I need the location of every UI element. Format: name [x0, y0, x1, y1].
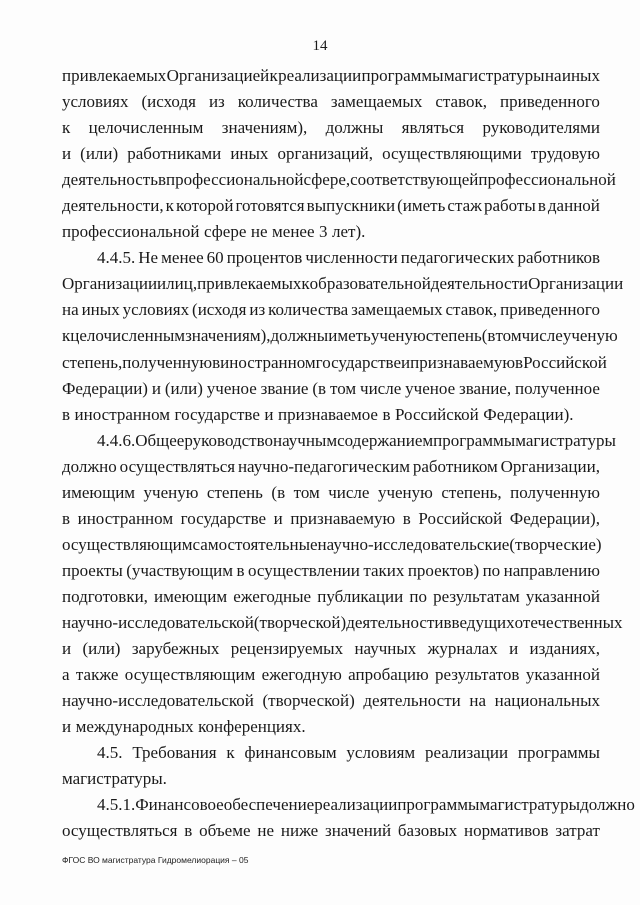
word: магистратуры — [515, 430, 616, 450]
word: том — [329, 378, 357, 398]
word: том — [495, 326, 522, 346]
word: самостоятельные — [192, 534, 318, 554]
word: сфере — [204, 222, 247, 242]
word: Российской — [395, 404, 479, 424]
word: менее — [161, 248, 204, 268]
word: профессиональной — [62, 222, 200, 242]
text-line — [62, 740, 600, 766]
word: и — [62, 717, 72, 737]
word: проекты — [62, 560, 123, 580]
word: осуществляющим — [62, 534, 193, 554]
word: иностранном — [220, 352, 316, 372]
word: Федерации). — [483, 404, 574, 424]
word: профессиональной — [166, 170, 304, 190]
text-line — [62, 766, 600, 792]
text-line — [62, 636, 600, 662]
word: на — [62, 300, 79, 320]
word: научно-исследовательской — [62, 612, 254, 632]
word: проектов) — [407, 560, 480, 580]
word: реализации — [278, 66, 362, 85]
word: научно-исследовательские — [317, 534, 510, 554]
word: к — [269, 66, 278, 85]
word: Российской — [418, 508, 503, 528]
word: в — [62, 404, 71, 424]
word: работы — [483, 196, 536, 216]
word: магистратуры. — [62, 769, 167, 789]
word: не — [257, 821, 275, 841]
word: к — [226, 743, 235, 763]
word: степень, — [441, 482, 502, 502]
word: числе — [360, 378, 402, 398]
word: в — [443, 612, 452, 632]
text-line — [62, 558, 600, 584]
word: том — [293, 482, 320, 502]
word: Организацией — [166, 66, 270, 85]
word: степень, — [62, 352, 123, 372]
word: привлекаемых — [197, 274, 302, 294]
word: организаций, — [277, 144, 374, 164]
word: ученую — [562, 326, 618, 346]
text-line — [62, 818, 600, 844]
word: и — [273, 508, 283, 528]
word: должно — [62, 456, 117, 476]
text-line — [62, 688, 600, 714]
word: звание, — [459, 378, 512, 398]
word: (или) — [82, 639, 121, 659]
word: также — [75, 665, 119, 685]
word: осуществляющим — [124, 665, 256, 685]
word: степень — [206, 482, 263, 502]
word: иных — [561, 66, 600, 85]
word: деятельность — [62, 170, 158, 190]
word: государстве — [180, 508, 267, 528]
word: программы — [517, 743, 600, 763]
word: численности — [305, 248, 398, 268]
text-line — [62, 323, 618, 349]
word: результатам — [433, 586, 520, 606]
word: таких — [363, 560, 405, 580]
word: полученную — [510, 482, 600, 502]
text-line — [62, 662, 600, 688]
text-line — [62, 792, 635, 818]
word: в — [537, 196, 546, 216]
text-line — [62, 506, 600, 532]
word: педагогических — [400, 248, 515, 268]
word: работников — [517, 248, 600, 268]
word: к — [62, 326, 71, 346]
word: 4.4.6. — [97, 430, 136, 450]
text-line — [62, 480, 600, 506]
word: полученное — [515, 378, 600, 398]
word: ежегодную — [261, 665, 342, 685]
text-line — [62, 714, 600, 740]
word: в — [212, 352, 221, 372]
word: на — [544, 66, 562, 85]
word: иностранном — [77, 508, 174, 528]
word: обеспечение — [223, 795, 315, 815]
word: в — [515, 352, 524, 372]
word: изданиях, — [529, 639, 600, 659]
word: Не — [138, 248, 159, 268]
word: 4.4.5. — [97, 248, 136, 268]
word: и — [509, 639, 519, 659]
page-number: 14 — [312, 38, 328, 54]
word: (в — [312, 378, 327, 398]
word: значениям), — [185, 326, 271, 346]
word: ученую — [143, 482, 199, 502]
word: ученое — [405, 378, 456, 398]
text-line — [62, 89, 600, 115]
word: Финансовое — [135, 795, 224, 815]
word: признаваемое — [278, 404, 378, 424]
word: условиям — [346, 743, 416, 763]
word: 60 — [206, 248, 224, 268]
word: 3 — [319, 222, 328, 242]
word: целочисленным — [88, 118, 204, 138]
word: (творческие) — [509, 534, 602, 554]
word: замещаемых — [351, 300, 443, 320]
text-line — [62, 63, 600, 89]
word: условиях — [62, 92, 129, 112]
text-line — [62, 376, 600, 402]
word: программы — [397, 795, 480, 815]
word: магистратуры — [479, 795, 581, 815]
word: деятельности — [430, 274, 529, 294]
word: Федерации) — [62, 378, 148, 398]
word: ученую — [377, 482, 433, 502]
word: по — [409, 586, 427, 606]
text-line — [62, 141, 600, 167]
word: процентов — [226, 248, 303, 268]
word: иных — [81, 300, 120, 320]
word: результатов — [435, 665, 520, 685]
word: зарубежных — [131, 639, 220, 659]
word: звание — [260, 378, 309, 398]
word: выпускники — [306, 196, 396, 216]
word: Организации, — [500, 456, 600, 476]
word: имеющим — [154, 586, 228, 606]
word: (исходя — [192, 300, 247, 320]
word: менее — [272, 222, 315, 242]
word: деятельности, — [62, 196, 164, 216]
word: ученую — [370, 326, 426, 346]
word: привлекаемых — [62, 66, 167, 85]
word: трудовую — [530, 144, 600, 164]
word: из — [249, 300, 266, 320]
word: имеющим — [62, 482, 136, 502]
word: числе — [521, 326, 563, 346]
word: образовательной — [309, 274, 431, 294]
text-line — [62, 454, 600, 480]
word: осуществляться — [119, 456, 236, 476]
word: которой — [175, 196, 234, 216]
word: к — [165, 196, 174, 216]
word: должны — [325, 118, 384, 138]
word: в — [402, 508, 411, 528]
word: осуществляться — [62, 821, 178, 841]
word: отечественных — [514, 612, 623, 632]
text-line — [62, 350, 607, 376]
word: иных — [230, 144, 269, 164]
word: степень — [425, 326, 482, 346]
word: числе — [328, 482, 370, 502]
text-line — [62, 532, 600, 558]
word: по — [482, 560, 501, 580]
document-footer: ФГОС ВО магистратура Гидромелиорация – 05 — [62, 855, 249, 865]
word: и — [151, 378, 161, 398]
word: национальных — [494, 691, 600, 711]
word: деятельности — [363, 691, 461, 711]
word: к — [62, 118, 71, 138]
word: значениям), — [221, 118, 308, 138]
word: (иметь — [397, 196, 446, 216]
word: публикации — [317, 586, 404, 606]
word: конференциях. — [198, 717, 306, 737]
text-line — [62, 428, 616, 454]
word: в — [236, 560, 245, 580]
word: реализации — [424, 743, 509, 763]
word: рецензируемых — [230, 639, 344, 659]
word: являться — [401, 118, 465, 138]
word: содержанием — [337, 430, 434, 450]
word: должно — [580, 795, 635, 815]
word: реализации — [314, 795, 398, 815]
word: ведущих — [451, 612, 515, 632]
word: должны — [270, 326, 329, 346]
word: 4.5. — [97, 743, 123, 763]
text-line — [62, 167, 616, 193]
word: журналах — [427, 639, 498, 659]
word: государстве — [315, 352, 402, 372]
word: ученое — [206, 378, 257, 398]
word: Российской — [523, 352, 607, 372]
word: (исходя — [141, 92, 196, 112]
text-line — [62, 297, 600, 323]
word: данной — [547, 196, 600, 216]
word: и — [264, 404, 274, 424]
text-line — [62, 193, 600, 219]
text-line — [62, 402, 600, 428]
word: иностранном — [74, 404, 171, 424]
word: программы — [433, 430, 516, 450]
word: количества — [268, 300, 349, 320]
word: признаваемую — [410, 352, 516, 372]
word: работниками — [127, 144, 222, 164]
word: профессиональной — [478, 170, 616, 190]
word: 4.5.1. — [97, 795, 136, 815]
word: научным — [273, 430, 338, 450]
word: в — [184, 821, 193, 841]
text-line — [62, 245, 600, 271]
word: ежегодные — [233, 586, 312, 606]
word: ставок, — [435, 92, 488, 112]
word: лиц, — [166, 274, 198, 294]
word: осуществляющими — [382, 144, 522, 164]
word: стаж — [447, 196, 482, 216]
word: подготовки, — [62, 586, 148, 606]
word: Общее — [135, 430, 185, 450]
word: (в — [481, 326, 496, 346]
word: и — [401, 352, 411, 372]
text-line — [62, 271, 624, 297]
word: в — [62, 508, 71, 528]
word: магистратуры — [443, 66, 545, 85]
word: Организации — [528, 274, 624, 294]
word: объеме — [199, 821, 251, 841]
word: на — [469, 691, 486, 711]
word: приведенного — [500, 300, 600, 320]
word: сфере, — [303, 170, 351, 190]
word: значений — [324, 821, 392, 841]
word: замещаемых — [330, 92, 423, 112]
word: (участвующим — [126, 560, 234, 580]
word: соответствующей — [350, 170, 479, 190]
word: затрат — [555, 821, 600, 841]
text-line — [62, 219, 600, 245]
word: (или) — [80, 144, 119, 164]
word: руководителями — [482, 118, 600, 138]
word: ниже — [280, 821, 319, 841]
word: базовых — [397, 821, 458, 841]
word: осуществлении — [247, 560, 360, 580]
word: (в — [271, 482, 286, 502]
word: в — [157, 170, 167, 190]
word: Федерации), — [509, 508, 600, 528]
word: нормативов — [464, 821, 549, 841]
word: приведенного — [500, 92, 600, 112]
word: программы — [361, 66, 444, 85]
word: научных — [354, 639, 417, 659]
text-line — [62, 584, 600, 610]
word: из — [208, 92, 225, 112]
word: Организации — [62, 274, 158, 294]
word: направлению — [503, 560, 600, 580]
word: количества — [237, 92, 318, 112]
word: государстве — [174, 404, 260, 424]
word: готовятся — [235, 196, 305, 216]
word: и — [62, 144, 72, 164]
word: деятельности — [346, 612, 444, 632]
word: полученную — [122, 352, 213, 372]
word: (творческой) — [262, 691, 355, 711]
word: руководство — [184, 430, 273, 450]
word: научно-исследовательской — [62, 691, 254, 711]
word: Требования — [132, 743, 217, 763]
word: (творческой) — [253, 612, 347, 632]
word: целочисленным — [70, 326, 186, 346]
word: к — [301, 274, 310, 294]
word: и — [62, 639, 72, 659]
word: указанной — [525, 665, 600, 685]
word: и — [157, 274, 167, 294]
word: а — [62, 665, 70, 685]
word: (или) — [164, 378, 203, 398]
text-line — [62, 610, 623, 636]
word: указанной — [525, 586, 600, 606]
word: апробацию — [348, 665, 429, 685]
word: международных — [75, 717, 194, 737]
word: финансовым — [244, 743, 337, 763]
word: признаваемую — [290, 508, 396, 528]
text-line — [62, 115, 600, 141]
word: иметь — [328, 326, 371, 346]
word: ставок, — [445, 300, 498, 320]
word: работником — [412, 456, 498, 476]
word: научно-педагогическим — [237, 456, 410, 476]
word: не — [250, 222, 268, 242]
word: условиях — [122, 300, 190, 320]
word: в — [382, 404, 391, 424]
body-text — [62, 63, 635, 844]
word: лет). — [332, 222, 366, 242]
